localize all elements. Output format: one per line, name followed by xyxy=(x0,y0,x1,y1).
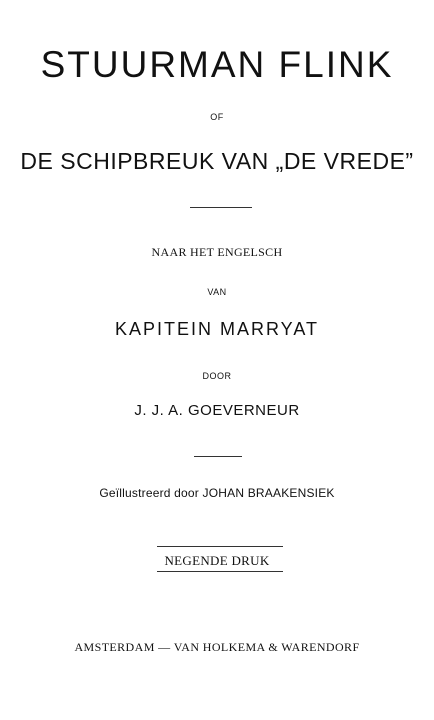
book-title: STUURMAN FLINK xyxy=(40,44,394,85)
divider-rule xyxy=(190,207,252,208)
publisher-imprint: AMSTERDAM — VAN HOLKEMA & WARENDORF xyxy=(74,640,360,654)
through-connector: DOOR xyxy=(202,371,232,381)
translator-name: J. J. A. GOEVERNEUR xyxy=(134,402,300,419)
illustrator-credit: Geïllustreerd door JOHAN BRAAKENSIEK xyxy=(99,486,335,500)
edition-label: NEGENDE DRUK xyxy=(164,553,270,568)
divider-rule xyxy=(194,456,242,457)
book-subtitle: DE SCHIPBREUK VAN „DE VREDE” xyxy=(20,148,414,174)
or-connector: OF xyxy=(210,112,224,122)
translation-note: NAAR HET ENGELSCH xyxy=(151,245,283,259)
author-name: KAPITEIN MARRYAT xyxy=(114,319,320,339)
edition-rule-top xyxy=(157,546,283,547)
by-connector: VAN xyxy=(207,287,227,297)
edition-rule-bottom xyxy=(157,571,283,572)
